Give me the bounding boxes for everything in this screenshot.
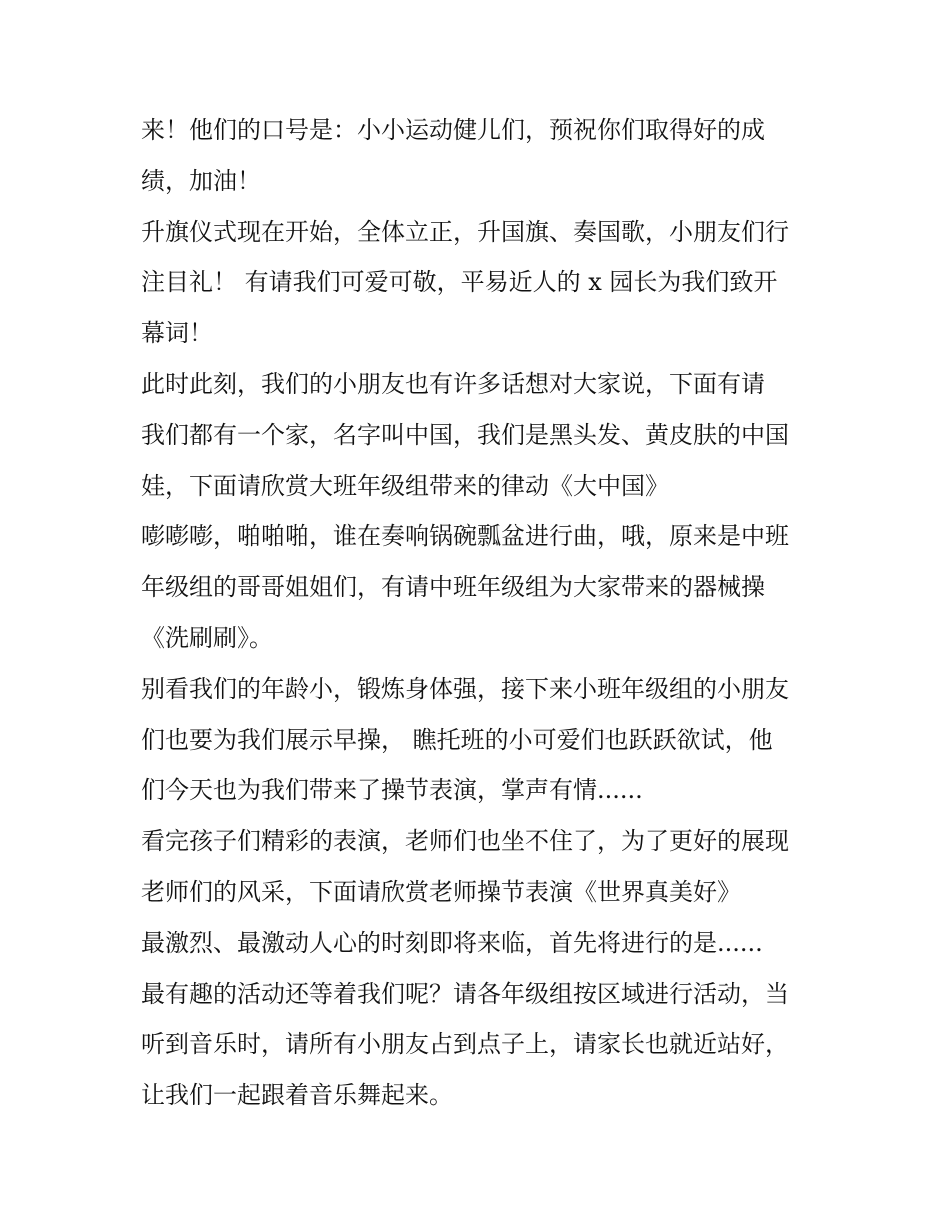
text-line-14: 们今天也为我们带来了操节表演，掌声有情...... bbox=[141, 776, 643, 805]
text-line-18: 最有趣的活动还等着我们呢？请各年级组按区域进行活动，当 bbox=[141, 979, 789, 1008]
text-line-3: 升旗仪式现在开始，全体立正，升国旗、奏国歌，小朋友们行 bbox=[141, 217, 789, 246]
text-line-6: 此时此刻，我们的小朋友也有许多话想对大家说，下面有请 bbox=[141, 369, 765, 398]
text-line-10: 年级组的哥哥姐姐们，有请中班年级组为大家带来的器械操 bbox=[141, 573, 765, 602]
text-line-17: 最激烈、最激动人心的时刻即将来临，首先将进行的是...... bbox=[141, 928, 763, 957]
text-line-1: 来！他们的口号是：小小运动健儿们，预祝你们取得好的成 bbox=[141, 116, 765, 144]
text-line-15: 看完孩子们精彩的表演，老师们也坐不住了，为了更好的展现 bbox=[141, 827, 789, 856]
text-line-7: 我们都有一个家，名字叫中国，我们是黑头发、黄皮肤的中国 bbox=[141, 420, 789, 449]
text-line-16: 老师们的风采，下面请欣赏老师操节表演《世界真美好》 bbox=[141, 877, 741, 906]
text-line-11: 《洗刷刷》。 bbox=[141, 623, 273, 652]
text-line-20: 让我们一起跟着音乐舞起来。 bbox=[141, 1081, 453, 1110]
text-line-4: 注目礼！ 有请我们可爱可敬，平易近人的 x 园长为我们致开 bbox=[141, 268, 778, 297]
text-line-12: 别看我们的年龄小，锻炼身体强，接下来小班年级组的小朋友 bbox=[141, 674, 789, 703]
text-line-5: 幕词！ bbox=[141, 319, 213, 348]
text-line-8: 娃，下面请欣赏大班年级组带来的律动《大中国》 bbox=[141, 471, 669, 500]
text-line-2: 绩，加油！ bbox=[141, 166, 261, 195]
document-body bbox=[141, 105, 821, 1121]
text-line-19: 听到音乐时，请所有小朋友占到点子上，请家长也就近站好， bbox=[141, 1030, 789, 1059]
text-line-13: 们也要为我们展示早操， 瞧托班的小可爱们也跃跃欲试，他 bbox=[141, 725, 773, 754]
text-line-9: 嘭嘭嘭，啪啪啪，谁在奏响锅碗瓢盆进行曲，哦，原来是中班 bbox=[141, 522, 789, 551]
